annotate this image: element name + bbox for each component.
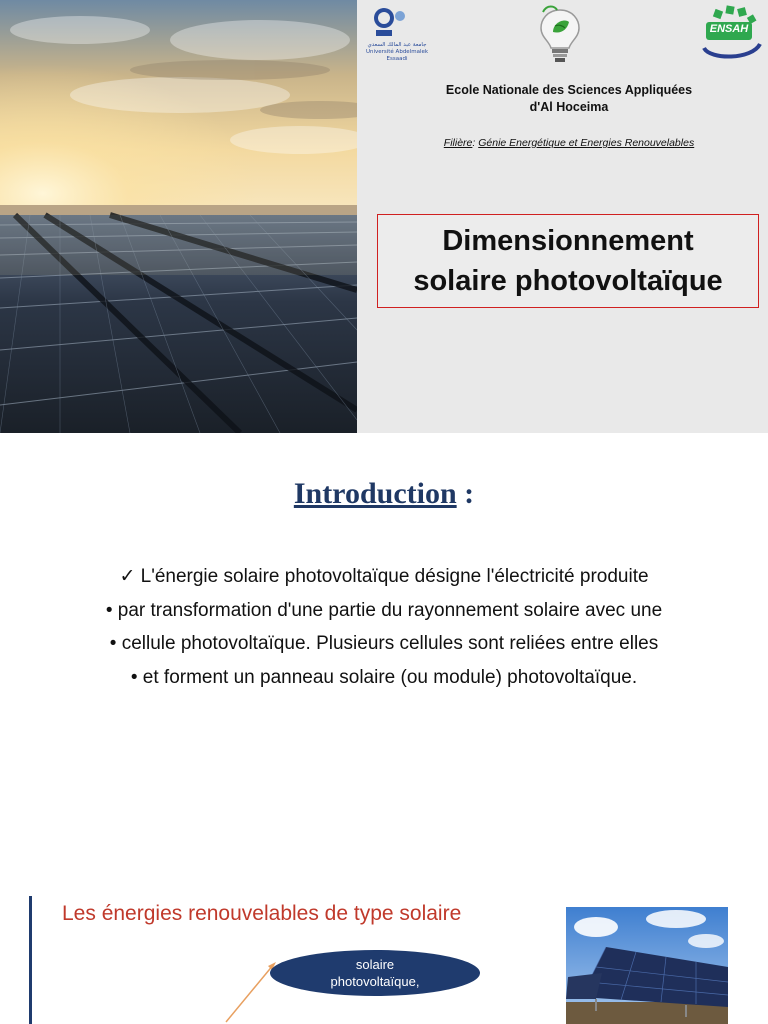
photovoltaic-oval bbox=[270, 950, 480, 996]
school-name bbox=[370, 82, 768, 116]
ensah-logo-text: ENSAH bbox=[709, 23, 749, 35]
introduction-heading-colon: : bbox=[456, 477, 475, 510]
presentation-title-line2: solaire photovoltaïque bbox=[413, 265, 723, 297]
bullet-icon: • bbox=[109, 633, 117, 654]
school-name-line1: Ecole Nationale des Sciences Appliquées bbox=[445, 83, 693, 97]
university-caption-latin: Université Abdelmalek Essaadi bbox=[365, 49, 429, 62]
introduction-body bbox=[0, 562, 768, 696]
intro-line-1 bbox=[0, 562, 768, 596]
title-slide bbox=[0, 0, 768, 433]
filiere-value: Génie Energétique et Energies Renouvelables bbox=[478, 137, 695, 149]
ensah-logo bbox=[700, 4, 764, 62]
intro-line-text: et forment un panneau solaire (ou module) photovoltaïque. bbox=[142, 666, 638, 688]
university-caption-arabic: جامعة عبد المالك السعدي bbox=[367, 42, 427, 48]
oval-line2: photovoltaïque, bbox=[330, 974, 420, 989]
presentation-title-box bbox=[377, 214, 759, 308]
intro-line-4 bbox=[0, 663, 768, 697]
presentation-title-line1: Dimensionnement bbox=[442, 225, 694, 257]
intro-line-text: cellule photovoltaïque. Plusieurs cellules sont reliées entre elles bbox=[121, 633, 659, 654]
introduction-heading bbox=[0, 477, 768, 511]
filiere-line bbox=[370, 137, 768, 149]
intro-line-2 bbox=[0, 596, 768, 630]
slide-title: Les énergies renouvelables de type solaire bbox=[62, 902, 462, 925]
solar-energy-types-slide bbox=[0, 880, 768, 1024]
school-name-line2: d'Al Hoceima bbox=[529, 100, 609, 114]
bullet-icon: • bbox=[105, 599, 113, 621]
bullet-icon: • bbox=[130, 666, 138, 688]
green-bulb-logo bbox=[535, 4, 585, 66]
checkmark-icon: ✓ bbox=[119, 566, 136, 587]
university-logo bbox=[362, 4, 432, 62]
intro-line-text: L'énergie solaire photovoltaïque désigne l'électricité produite bbox=[140, 566, 649, 587]
intro-line-text: par transformation d'une partie du rayonnement solaire avec une bbox=[117, 599, 663, 621]
solar-farm-sunset-photo bbox=[0, 0, 357, 433]
oval-line1: solaire bbox=[355, 957, 395, 972]
filiere-separator: : bbox=[472, 137, 479, 149]
intro-line-3 bbox=[0, 629, 768, 663]
filiere-label: Filière bbox=[443, 137, 473, 149]
solar-panels-photo bbox=[566, 907, 728, 1024]
introduction-heading-word: Introduction bbox=[293, 477, 457, 510]
slide-accent-bar bbox=[29, 896, 32, 1024]
